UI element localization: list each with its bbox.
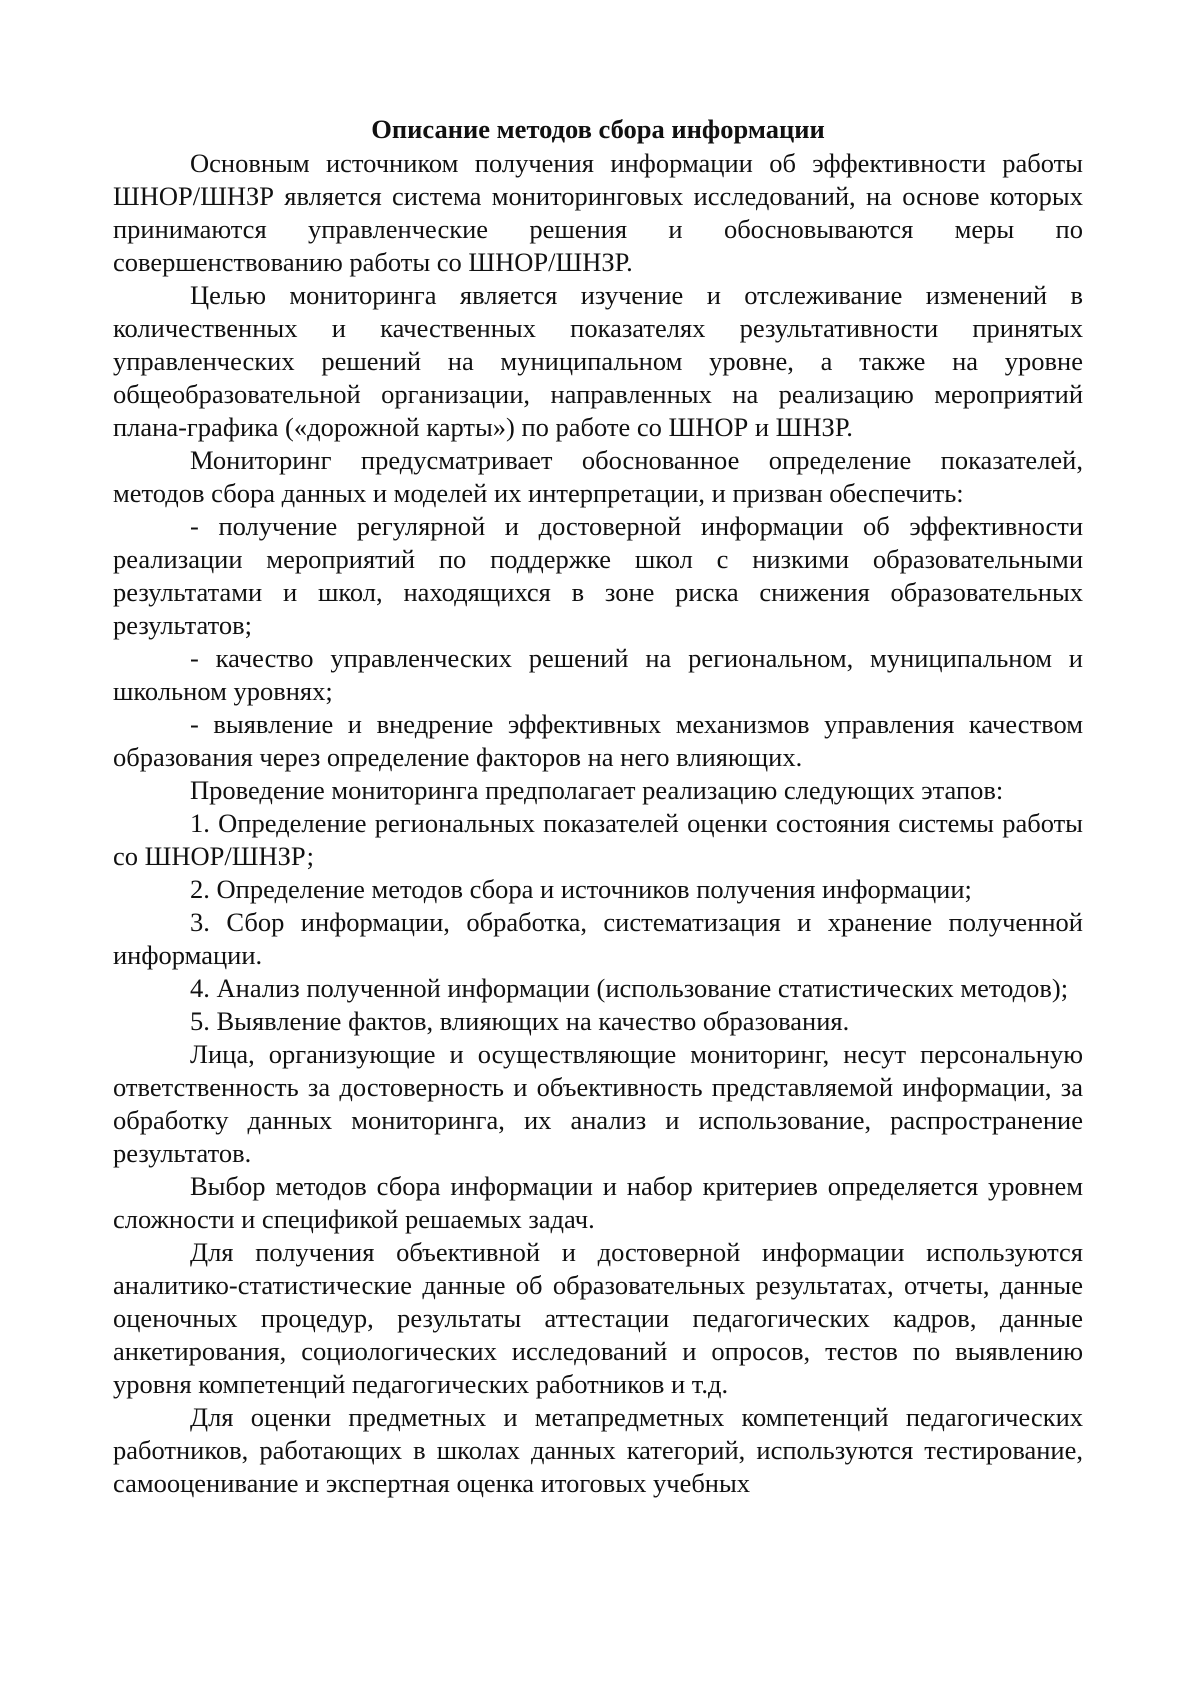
paragraph-methods-choice: Выбор методов сбора информации и набор критериев определяется уровнем сложности и спецификой решаемых задач. <box>113 1171 1083 1234</box>
list-item-decision-quality: - качество управленческих решений на региональном, муниципальном и школьном уровнях; <box>113 643 1083 706</box>
stage-item-2: 2. Определение методов сбора и источников получения информации; <box>190 874 972 904</box>
document-body <box>113 113 1083 1500</box>
paragraph-competence-assessment: Для оценки предметных и метапредметных компетенций педагогических работников, работающих в школах данных категорий, используются тестирование, самооценивание и экспертная оценка итоговых учебных <box>113 1402 1083 1498</box>
list-item-mechanisms: - выявление и внедрение эффективных механизмов управления качеством образования через определение факторов на него влияющих. <box>113 709 1083 772</box>
paragraph-intro: Основным источником получения информации об эффективности работы ШНОР/ШНЗР является система мониторинговых исследований, на основе которых принимаются управленческие решения и обосновываются меры по совершенствованию работы со ШНОР/ШНЗР. <box>113 148 1083 277</box>
paragraph-monitoring-provides: Мониторинг предусматривает обоснованное определение показателей, методов сбора данных и моделей их интерпретации, и призван обеспечить: <box>113 445 1083 508</box>
stage-item-5: 5. Выявление фактов, влияющих на качество образования. <box>190 1006 850 1036</box>
list-item-regular-info: - получение регулярной и достоверной информации об эффективности реализации мероприятий по поддержке школ с низкими образовательными результатами и школ, находящихся в зоне риска снижения образовательных результатов; <box>113 511 1083 640</box>
paragraph-data-sources: Для получения объективной и достоверной информации используются аналитико-статистические данные об образовательных результатах, отчеты, данные оценочных процедур, результаты аттестации педагогических кадров, данные анкетирования, социологических исследований и опросов, тестов по выявлению уровня компетенций педагогических работников и т.д. <box>113 1237 1083 1399</box>
paragraph-responsibility: Лица, организующие и осуществляющие мониторинг, несут персональную ответственность за достоверность и объективность представляемой информации, за обработку данных мониторинга, их анализ и использование, распространение результатов. <box>113 1039 1083 1168</box>
paragraph-stages-intro: Проведение мониторинга предполагает реализацию следующих этапов: <box>190 775 1004 805</box>
stage-item-4: 4. Анализ полученной информации (использование статистических методов); <box>190 973 1069 1003</box>
document-title: Описание методов сбора информации <box>371 114 825 144</box>
stage-item-3: 3. Сбор информации, обработка, систематизация и хранение полученной информации. <box>113 907 1083 970</box>
paragraph-goal: Целью мониторинга является изучение и отслеживание изменений в количественных и качественных показателях результативности принятых управленческих решений на муниципальном уровне, а также на уровне общеобразовательной организации, направленных на реализацию мероприятий плана-графика («дорожной карты») по работе со ШНОР и ШНЗР. <box>113 280 1083 442</box>
stage-item-1: 1. Определение региональных показателей оценки состояния системы работы со ШНОР/ШНЗР; <box>113 808 1083 871</box>
